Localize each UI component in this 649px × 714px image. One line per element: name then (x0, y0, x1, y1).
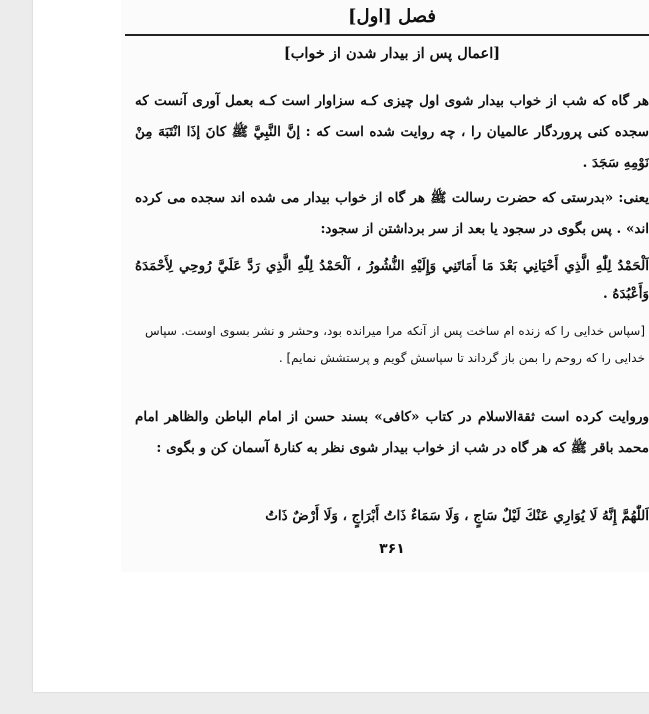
paragraph-3: وروایت کرده است ثقةالاسلام در کتاب «کافی» بسند حسن از امام الباطن والظاهر امام محمد باقر ﷺ که هر گاه در شب از خواب بیدار شوی نظر به کنارهٔ آسمان کن و بگوی : (135, 409, 649, 456)
paragraph-2: یعنی: «بدرستی که حضرت رسالت ﷺ هر گاه از خواب بیدار می شده اند سجده می کرده اند» . پس بگوی در سجود یا بعد از سر برداشتن از سجود: (135, 190, 649, 237)
scanned-page (121, 0, 649, 572)
section-heading: [اعمال پس از بیدار شدن از خواب] (283, 45, 501, 62)
paragraph-1: هر گاه که شب از خواب بیدار شوی اول چیزی کـه سزاوار است کـه بعمل آوری آنست که سجده کنی پروردگار عالمیان را ، چه روایت شده است که : إنَّ النَّبِيَّ ﷺ كانَ إذَا انْتَبَهَ مِنْ نَوْمِهِ سَجَدَ . (135, 93, 649, 171)
heading-divider (125, 34, 649, 36)
chapter-heading: فصل [اول] (348, 6, 436, 27)
arabic-supplication-1: اَلْحَمْدُ لِلّٰهِ الَّذِي أَحْيَانِي بَعْدَ مَا أَمَاتَنِي وَإِلَيْهِ النُّشُورُ ، اَلْحَمْدُ لِلّٰهِ الَّذِي رَدَّ عَلَيَّ رُوحِي لِأَحْمَدَهُ وَأَعْبُدَهُ . (135, 258, 649, 302)
translation-1: [سپاس خدایی را که زنده ام ساخت پس از آنکه مرا میرانده بود، وحشر و نشر بسوی اوست. سپاس خدایی را که روحم را بمن باز گرداند تا سپاسش گویم و پرستشش نمایم] . (145, 324, 645, 365)
page-sheet (33, 0, 649, 692)
page-number: ۳۶۱ (379, 541, 405, 557)
arabic-supplication-2: اَللّٰهُمَّ إِنَّهُ لَا يُوَارِي عَنْكَ لَيْلٌ سَاجٍ ، وَلَا سَمَاءٌ ذَاتُ أَبْرَاجٍ ، وَلَا أَرْضٌ ذَاتُ (265, 508, 649, 524)
